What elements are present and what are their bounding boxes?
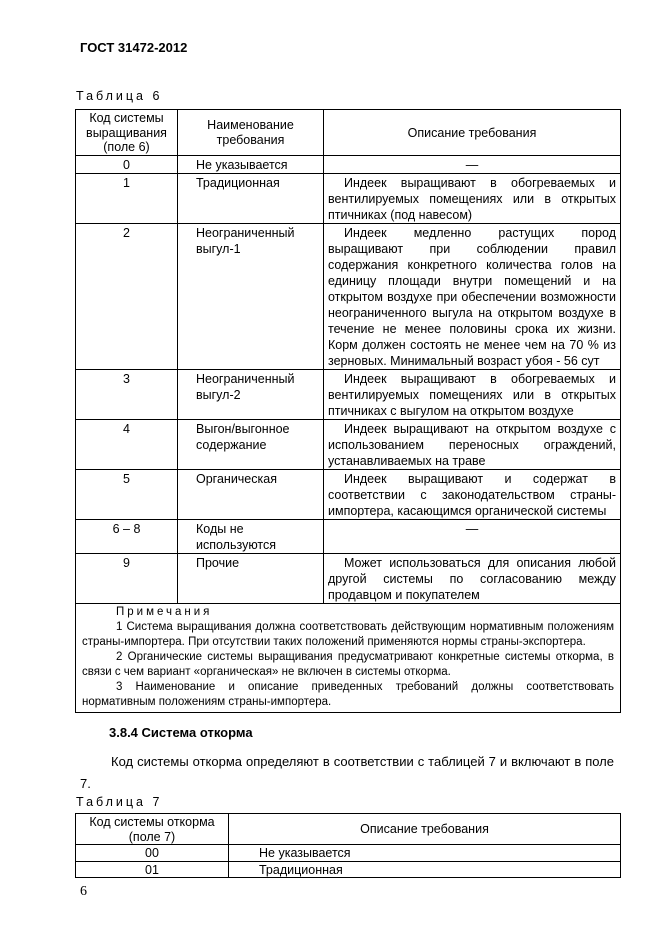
desc-cell: Индеек выращивают в обогреваемых и вентилируемых помещениях или в открытых птичниках (под навесом) bbox=[324, 173, 621, 223]
note-item: 1 Система выращивания должна соответствовать действующим нормативным положениям страны-импортера. При отсутствии таких положений применяются нормы страны-экспортера. bbox=[82, 620, 614, 648]
name-cell: Традиционная bbox=[178, 173, 324, 223]
code-cell: 0 bbox=[76, 155, 178, 173]
name-cell: Неограниченный выгул-1 bbox=[178, 223, 324, 369]
code-cell: 1 bbox=[76, 173, 178, 223]
name-cell: Коды не используются bbox=[178, 519, 324, 553]
code-cell: 2 bbox=[76, 223, 178, 369]
code-cell: 4 bbox=[76, 419, 178, 469]
name-cell: Прочие bbox=[178, 553, 324, 603]
desc-cell: Индеек выращивают на открытом воздухе с использованием переносных ограждений, устанавливаемых на траве bbox=[324, 419, 621, 469]
header-name-line: требования bbox=[216, 132, 285, 147]
table7-header-row bbox=[76, 814, 621, 845]
code-cell: 5 bbox=[76, 469, 178, 519]
name-cell: Выгон/выгонное содержание bbox=[178, 419, 324, 469]
desc-cell: Индеек медленно растущих пород выращивают при соблюдении правил содержания конкретного количества голов на единицу площади внутри помещений и на открытом воздухе при обеспечении возможности неограниченного выгула на открытом воздухе в течение не менее половины срока их жизни. Корм должен состоять не менее чем на 70 % из зерновых. Минимальный возраст убоя - 56 сут bbox=[324, 223, 621, 369]
table-row bbox=[76, 173, 621, 223]
header-name-line: Наименование bbox=[207, 118, 294, 133]
header-code-line: Код системы bbox=[89, 111, 164, 125]
desc-cell: — bbox=[324, 155, 621, 173]
section-title: 3.8.4 Система откорма bbox=[109, 725, 253, 740]
table-row bbox=[76, 223, 621, 369]
header-code bbox=[76, 110, 178, 156]
code-cell: 01 bbox=[76, 861, 229, 878]
note-item: 3 Наименование и описание приведенных требований должны соответствовать нормативным положениям страны-импортера. bbox=[82, 680, 614, 708]
table7 bbox=[75, 813, 621, 878]
code-cell: 3 bbox=[76, 369, 178, 419]
note-item: 2 Органические системы выращивания предусматривают конкретные системы откорма, в связи с чем вариант «органическая» не включен в системы откорма. bbox=[82, 650, 614, 678]
desc-cell: — bbox=[324, 519, 621, 553]
table-row bbox=[76, 519, 621, 553]
name-cell: Неограниченный выгул-2 bbox=[178, 369, 324, 419]
table-row bbox=[76, 369, 621, 419]
table-row bbox=[76, 845, 621, 862]
header-code-line: выращивания bbox=[86, 125, 167, 140]
table6-notes bbox=[76, 603, 621, 712]
header-code-line: Код системы откорма bbox=[89, 815, 215, 829]
code-cell: 00 bbox=[76, 845, 229, 862]
table-row bbox=[76, 861, 621, 878]
desc-cell: Традиционная bbox=[229, 861, 621, 878]
header-code bbox=[76, 814, 229, 845]
document-header: ГОСТ 31472-2012 bbox=[80, 40, 188, 55]
name-cell: Не указывается bbox=[178, 155, 324, 173]
table6-caption: Таблица 6 bbox=[76, 89, 163, 103]
header-desc: Описание требования bbox=[229, 814, 621, 845]
table-row bbox=[76, 155, 621, 173]
table-row bbox=[76, 419, 621, 469]
header-name bbox=[178, 110, 324, 156]
table6-notes-row bbox=[76, 603, 621, 712]
header-code-line: (поле 6) bbox=[103, 140, 150, 154]
desc-cell: Индеек выращивают в обогреваемых и вентилируемых помещениях или в открытых птичниках с выгулом на открытом воздухе bbox=[324, 369, 621, 419]
code-cell: 6 – 8 bbox=[76, 519, 178, 553]
desc-cell: Индеек выращивают и содержат в соответствии с законодательством страны-импортера, касающимся органической системы bbox=[324, 469, 621, 519]
section-paragraph: Код системы откорма определяют в соответствии с таблицей 7 и включают в поле 7. bbox=[80, 754, 614, 791]
name-cell: Органическая bbox=[178, 469, 324, 519]
notes-title: Примечания bbox=[116, 605, 213, 618]
code-cell: 9 bbox=[76, 553, 178, 603]
table7-caption: Таблица 7 bbox=[76, 795, 163, 809]
header-desc: Описание требования bbox=[324, 110, 621, 156]
table-row bbox=[76, 469, 621, 519]
table6-header-row bbox=[76, 110, 621, 156]
desc-cell: Может использоваться для описания любой другой системы по согласованию между продавцом и покупателем bbox=[324, 553, 621, 603]
table-row bbox=[76, 553, 621, 603]
header-code-line: (поле 7) bbox=[128, 829, 176, 844]
table6 bbox=[75, 109, 621, 713]
desc-cell: Не указывается bbox=[229, 845, 621, 862]
page-number: 6 bbox=[80, 884, 87, 899]
